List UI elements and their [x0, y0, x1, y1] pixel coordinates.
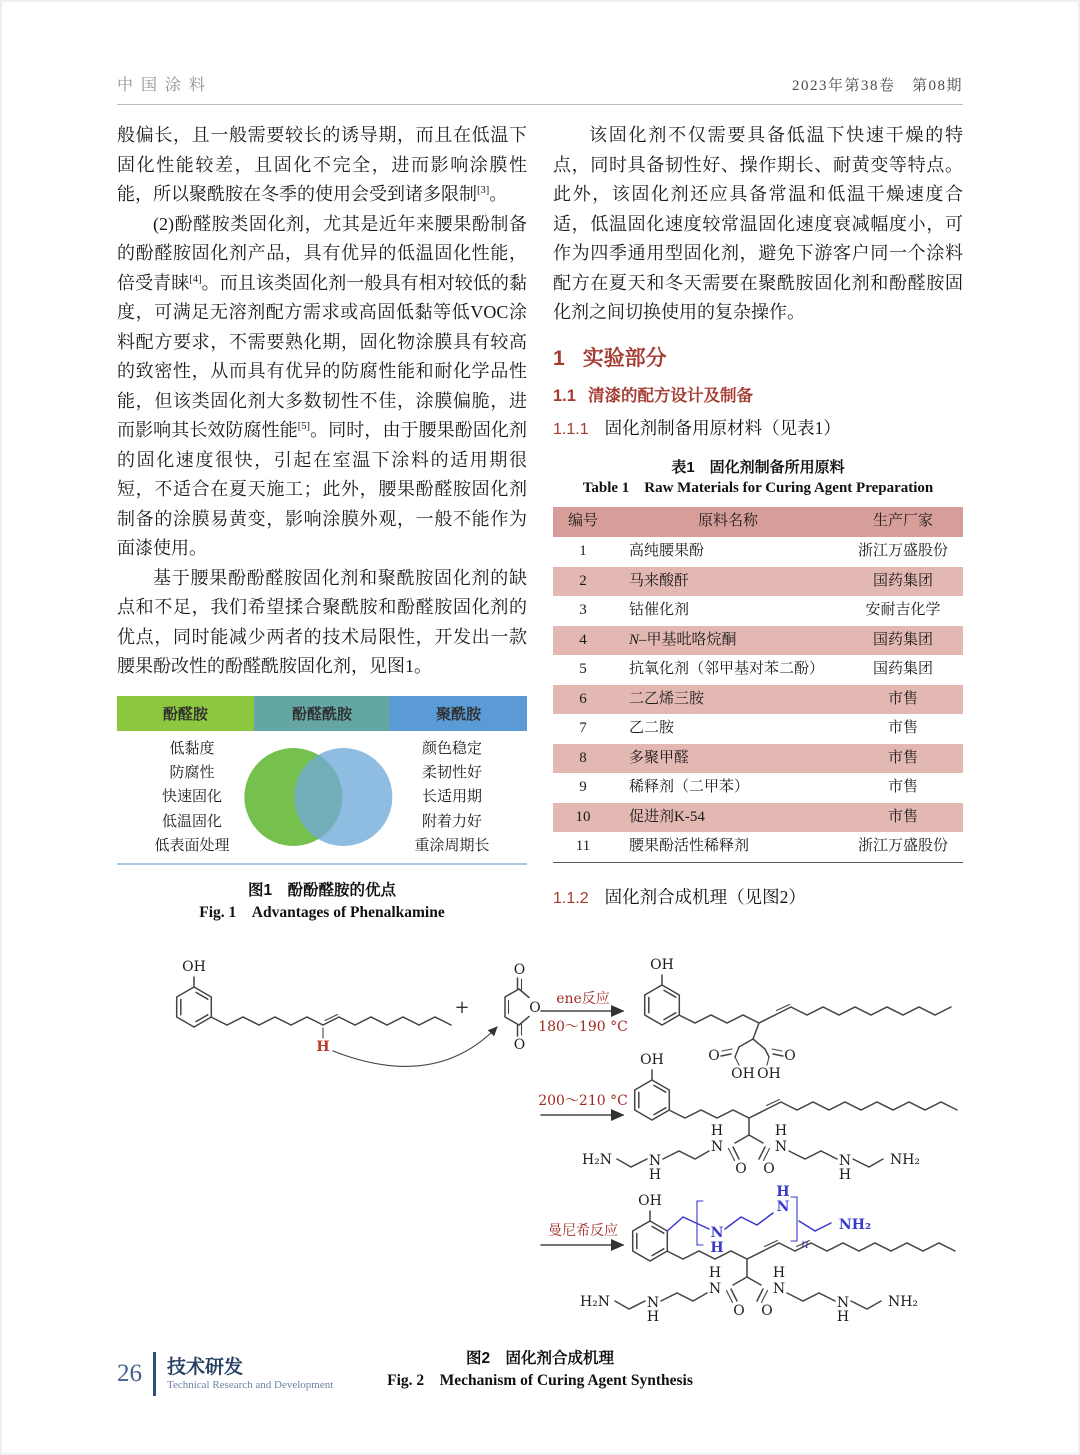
section-title: 固化剂合成机理（见图2） — [604, 886, 806, 907]
mannich-reaction-arrow — [541, 1223, 623, 1245]
paragraph-text: 。而且该类固化剂一般具有相对较低的黏度，可满足无溶剂配方需求或高固低黏等低VOC涂料配方要求，不需要熟化期，固化物涂膜具有较高的致密性，从而具有优异的防腐性能和耐化学品性能，但该类固化剂大多数韧性不佳，涂膜偏脆，进而影响其长效防腐性能 — [117, 272, 528, 440]
section-number: 1 — [553, 346, 565, 370]
page-header — [117, 72, 963, 105]
cell-no: 10 — [553, 803, 613, 833]
two-column-layout — [117, 121, 963, 925]
cell-vendor: 市售 — [843, 744, 963, 774]
nh-hydrogen-label: H — [772, 1264, 786, 1281]
hydroxyl-label: OH — [650, 956, 674, 973]
issue-info: 2023年第38卷 第08期 — [791, 78, 963, 94]
terminal-amine-label: H₂N — [581, 1151, 613, 1168]
amine-nitrogen-label: N — [836, 1294, 850, 1311]
cell-vendor: 安耐吉化学 — [865, 602, 941, 618]
list-item: 重涂周期长 — [414, 838, 490, 855]
cell-no: 5 — [579, 661, 587, 677]
table-row — [553, 537, 963, 567]
nh-hydrogen-label: H — [776, 1183, 790, 1200]
amide-nitrogen-label: N — [774, 1138, 788, 1155]
right-column — [553, 121, 963, 925]
mechanism-drawing — [117, 945, 963, 1337]
nh-hydrogen-label: H — [710, 1239, 724, 1256]
cell-no: 6 — [553, 685, 613, 715]
page-content — [117, 121, 963, 1393]
amide-nitrogen-label: N — [772, 1280, 786, 1297]
column-header-vendor: 生产厂家 — [843, 507, 963, 537]
terminal-amine-label: NH₂ — [838, 1216, 872, 1233]
table1-title-en: Table 1 Raw Materials for Curing Agent Preparation — [582, 480, 934, 496]
cardanol-structure — [177, 959, 497, 1066]
cell-vendor: 市售 — [887, 720, 918, 736]
section-heading-1-1-1 — [553, 414, 963, 445]
terminal-amine-label: NH₂ — [889, 1151, 921, 1168]
polyamide-advantages-list — [377, 737, 527, 859]
figure1-body — [117, 735, 527, 859]
list-item: 防腐性 — [169, 764, 215, 781]
cell-name: 马来酸酐 — [613, 567, 843, 597]
cell-no: 7 — [579, 720, 587, 736]
chemical-symbol: N — [629, 631, 640, 648]
amine-nitrogen-label: N — [648, 1152, 662, 1169]
citation-ref: [5] — [297, 421, 311, 432]
table1-body — [553, 537, 963, 862]
final-curing-agent-structure — [580, 1184, 955, 1325]
cell-vendor: 市售 — [887, 779, 918, 795]
footer-section-block — [167, 1357, 333, 1391]
hydroxyl-label: OH — [638, 1192, 662, 1209]
citation-ref: [4] — [189, 273, 202, 285]
cell-vendor: 浙江万盛股份 — [857, 543, 948, 559]
cell-name: 抗氧化剂（邻甲基对苯二酚） — [629, 661, 825, 677]
polyamine-nitrogen-label: N — [710, 1224, 724, 1241]
carbonyl-oxygen-label: O — [513, 961, 526, 978]
cell-no: 11 — [553, 832, 613, 862]
list-item: 低表面处理 — [154, 838, 230, 855]
maleic-anhydride-structure — [505, 962, 541, 1053]
table-row — [553, 567, 963, 597]
ene-reaction-arrow — [538, 991, 628, 1035]
page-footer — [117, 1352, 333, 1396]
table1-head — [553, 507, 963, 537]
table-row — [553, 744, 963, 774]
amine-nitrogen-label: N — [646, 1294, 660, 1311]
amide-nitrogen-label: N — [708, 1280, 722, 1297]
cell-name: 稀释剂（二甲苯） — [629, 779, 750, 795]
figure1-venn-diagram — [117, 696, 527, 865]
table-row — [553, 626, 963, 656]
nh-hydrogen-label: H — [648, 1166, 662, 1183]
figure1-header-bar — [117, 696, 527, 731]
amide-oxygen-label: O — [763, 1160, 775, 1177]
cell-name: 腰果酚活性稀释剂 — [613, 832, 843, 862]
polyamine-nitrogen-label: N — [776, 1198, 790, 1215]
segment-phenalkamide: 酚醛酰胺 — [254, 696, 391, 731]
abstracted-hydrogen-label: H — [316, 1038, 330, 1055]
table-row — [553, 773, 963, 803]
carboxyl-oxygen-label: O — [784, 1047, 796, 1064]
amidation-arrow — [538, 1093, 628, 1115]
temperature-label: 180～190 °C — [538, 1018, 628, 1035]
citation-ref: [3] — [477, 185, 490, 196]
hydroxyl-label: OH — [182, 958, 206, 975]
paragraph-text: 。 — [489, 184, 508, 204]
footer-divider-bar — [153, 1352, 156, 1396]
nh-hydrogen-label: H — [774, 1122, 788, 1139]
temperature-label: 200～210 °C — [538, 1092, 628, 1109]
list-item: 快速固化 — [161, 789, 222, 806]
section-title: 固化剂制备用原材料（见表1） — [604, 417, 841, 438]
terminal-amine-label: H₂N — [579, 1293, 611, 1310]
section-heading-1-1 — [553, 382, 963, 406]
segment-phenalkamine: 酚醛胺 — [117, 696, 254, 731]
section-title: 清漆的配方设计及制备 — [587, 386, 753, 405]
table1-title — [553, 456, 963, 500]
cell-vendor: 国药集团 — [843, 567, 963, 597]
table-row — [553, 714, 963, 744]
footer-section-subtitle: Technical Research and Development — [167, 1379, 334, 1391]
figure1-underline — [117, 863, 527, 865]
ring-oxygen-label: O — [529, 999, 541, 1016]
cell-vendor: 市售 — [843, 803, 963, 833]
section-number: 1.1.2 — [553, 889, 589, 907]
cell-name — [613, 626, 843, 656]
cell-no: 4 — [553, 626, 613, 656]
carboxyl-oh-label: OH — [731, 1065, 755, 1082]
table-row — [553, 596, 963, 626]
cell-no: 2 — [553, 567, 613, 597]
list-item: 低黏度 — [169, 740, 215, 757]
table-row — [553, 832, 963, 862]
cell-name: 多聚甲醛 — [613, 744, 843, 774]
nh-hydrogen-label: H — [708, 1264, 722, 1281]
repeat-bracket-close — [791, 1197, 797, 1241]
section-number: 1.1 — [553, 386, 576, 405]
cell-vendor: 国药集团 — [843, 626, 963, 656]
nh-hydrogen-label: H — [646, 1308, 660, 1325]
cell-name: 钴催化剂 — [629, 602, 690, 618]
paragraph-text: (2)酚醛胺类固化剂，尤其是近年来腰果酚制备的酚醛胺固化剂产品，具有优异的低温固化性能，倍受青睐 — [117, 213, 527, 293]
hydroxyl-label: OH — [640, 1051, 664, 1068]
amide-oxygen-label: O — [735, 1160, 747, 1177]
table1-title-cn: 表1 固化剂制备所用原料 — [671, 459, 845, 476]
cell-vendor: 国药集团 — [872, 661, 933, 677]
figure2-caption-cn: 图2 固化剂合成机理 — [465, 1349, 615, 1367]
page-number: 26 — [117, 1360, 142, 1387]
cell-no: 3 — [579, 602, 587, 618]
figure1-caption-en: Fig. 1 Advantages of Phenalkamine — [199, 903, 445, 921]
repeat-bracket-open — [697, 1201, 703, 1245]
section-number: 1.1.1 — [553, 420, 589, 438]
cell-vendor: 市售 — [843, 685, 963, 715]
repeat-index-n: n — [801, 1236, 809, 1251]
figure1-caption-cn: 图1 酚酚醛胺的优点 — [247, 881, 397, 899]
nh-hydrogen-label: H — [710, 1122, 724, 1139]
figure2-mechanism-scheme — [117, 945, 963, 1393]
paragraph — [117, 210, 527, 564]
ene-adduct-structure — [645, 957, 951, 1082]
nh-hydrogen-label: H — [836, 1308, 850, 1325]
left-column — [117, 121, 527, 925]
paragraph — [117, 121, 527, 210]
figure2-caption-en: Fig. 2 Mechanism of Curing Agent Synthesis — [387, 1371, 693, 1389]
table-header-row — [553, 507, 963, 537]
terminal-amine-label: NH₂ — [887, 1293, 919, 1310]
table-row — [553, 803, 963, 833]
figure1-caption — [117, 878, 527, 925]
segment-polyamide: 聚酰胺 — [390, 696, 527, 731]
list-item: 长适用期 — [421, 789, 482, 806]
paragraph-text: 。同时，由于腰果酚固化剂的固化速度很快，引起在室温下涂料的适用期很短，不适合在夏天施工；此外，腰果酚醛胺固化剂制备的涂膜易黄变，影响涂膜外观，一般不能作为面漆使用。 — [117, 420, 528, 558]
cell-no: 8 — [553, 744, 613, 774]
section-title: 实验部分 — [582, 346, 667, 370]
amide-nitrogen-label: N — [710, 1138, 724, 1155]
list-item: 柔韧性好 — [421, 764, 482, 781]
list-item: 颜色稳定 — [421, 740, 482, 757]
table-row — [553, 685, 963, 715]
amine-nitrogen-label: N — [838, 1152, 852, 1169]
list-item: 附着力好 — [421, 813, 482, 830]
section-heading-1-1-2 — [553, 883, 963, 914]
cell-no: 9 — [579, 779, 587, 795]
footer-section-title: 技术研发 — [167, 1357, 244, 1378]
table1-raw-materials — [553, 507, 963, 863]
cell-name: 乙二胺 — [629, 720, 675, 736]
journal-title: 中国涂料 — [117, 77, 214, 94]
ene-reaction-label: ene反应 — [556, 990, 610, 1007]
amide-oxygen-label: O — [761, 1302, 773, 1319]
column-header-name: 原料名称 — [613, 507, 843, 537]
mannich-reaction-label: 曼尼希反应 — [548, 1222, 618, 1239]
cell-name: 二乙烯三胺 — [613, 685, 843, 715]
paragraph: 基于腰果酚酚醛胺固化剂和聚酰胺固化剂的缺点和不足，我们希望揉合聚酰胺和酚醛胺固化剂的优点，同时能减少两者的技术局限性，开发出一款腰果酚改性的酚醛酰胺固化剂，见图1。 — [117, 567, 527, 676]
curved-reaction-arrow — [333, 1027, 497, 1066]
nh-hydrogen-label: H — [838, 1166, 852, 1183]
table-row — [553, 655, 963, 685]
amide-oxygen-label: O — [733, 1302, 745, 1319]
column-header-no: 编号 — [553, 507, 613, 537]
paragraph-text: 般偏长，且一般需要较长的诱导期，而且在低温下固化性能较差，且固化不完全，进而影响涂膜性能，所以聚酰胺在冬季的使用会受到诸多限制 — [117, 125, 527, 204]
paragraph: 该固化剂不仅需要具备低温下快速干燥的特点，同时具备韧性好、操作期长、耐黄变等特点。此外，该固化剂还应具备常温和低温干燥速度合适，低温固化速度较常温固化速度衰减幅度小，可作为四季通用型固化剂，避免下游客户同一个涂料配方在夏天和冬天需要在聚酰胺固化剂和酚醛胺固化剂之间切换使用的复杂操作。 — [553, 125, 963, 322]
cell-no: 1 — [579, 543, 587, 559]
carboxyl-oxygen-label: O — [708, 1047, 720, 1064]
list-item: 低温固化 — [161, 813, 222, 830]
cell-name: 促进剂K-54 — [613, 803, 843, 833]
cell-vendor: 浙江万盛股份 — [843, 832, 963, 862]
carboxyl-oh-label: OH — [757, 1065, 781, 1082]
plus-sign: + — [454, 996, 470, 1018]
carbonyl-oxygen-label: O — [513, 1036, 526, 1053]
section-heading-1 — [553, 342, 963, 372]
cell-name: 高纯腰果酚 — [629, 543, 705, 559]
chemical-name: –甲基吡咯烷酮 — [639, 631, 737, 648]
